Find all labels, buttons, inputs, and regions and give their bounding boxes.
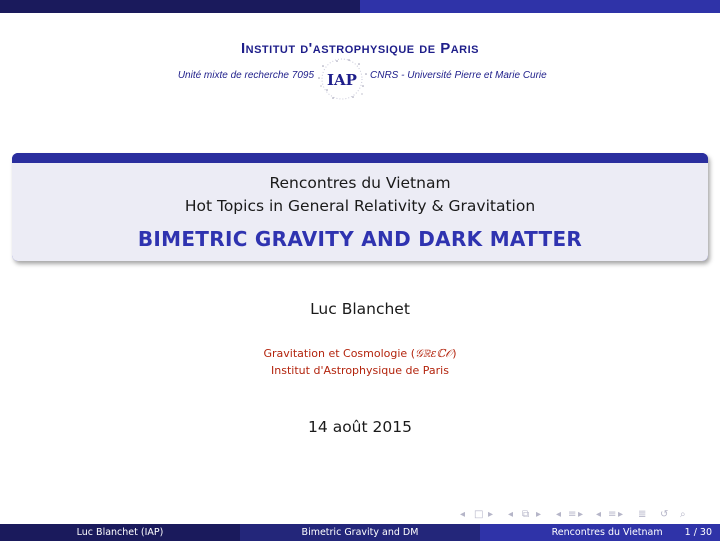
- nav-prev-document-icon[interactable]: ◂: [596, 508, 602, 520]
- nav-prev-section-icon[interactable]: ◂: [556, 508, 562, 520]
- nav-next-document-icon[interactable]: ▸: [618, 508, 624, 520]
- nav-next-section-icon[interactable]: ▸: [578, 508, 584, 520]
- nav-prev-frame-icon[interactable]: ◂: [460, 508, 466, 520]
- footer-right: [480, 524, 720, 541]
- title-block-band: [12, 153, 708, 163]
- nav-subsection-icon[interactable]: ⧉: [522, 508, 530, 520]
- title-block-body: [12, 163, 708, 261]
- top-bar-right: [360, 0, 720, 13]
- nav-document-icon[interactable]: ≡: [608, 508, 617, 520]
- iap-logo: [313, 56, 371, 102]
- footer: [0, 524, 720, 541]
- footer-conference: Rencontres du Vietnam: [551, 527, 663, 538]
- beamer-navigation: [460, 506, 712, 522]
- conference-name: Rencontres du Vietnam: [269, 174, 451, 192]
- affiliation-group-name: 𝒢ℝεℂ𝒪: [415, 347, 453, 360]
- affiliation-institute: Institut d'Astrophysique de Paris: [271, 364, 449, 377]
- footer-author: Luc Blanchet (IAP): [0, 524, 240, 541]
- talk-date: 14 août 2015: [308, 418, 412, 436]
- author-name: Luc Blanchet: [310, 300, 410, 318]
- nav-toc-icon[interactable]: ≣: [638, 508, 647, 520]
- top-bar-left: [0, 0, 360, 13]
- institute-subtitle-left: Unité mixte de recherche 7095: [177, 70, 314, 81]
- nav-back-icon[interactable]: ⌕: [680, 508, 686, 520]
- top-bar: [0, 0, 720, 13]
- title-block: [12, 153, 708, 261]
- footer-page-number: 1 / 30: [684, 527, 712, 538]
- nav-frame-icon[interactable]: □: [474, 508, 484, 520]
- institute-subtitle-right: CNRS - Université Pierre et Marie Curie: [370, 70, 547, 81]
- footer-short-title: Bimetric Gravity and DM: [240, 524, 480, 541]
- affiliation-group: [0, 347, 720, 361]
- institute-name: Institut d'astrophysique de Paris: [240, 40, 480, 57]
- nav-next-frame-icon[interactable]: ▸: [488, 508, 494, 520]
- affiliation-prefix: Gravitation et Cosmologie (: [263, 347, 415, 360]
- affiliation-suffix: ): [452, 347, 457, 360]
- nav-search-icon[interactable]: ↺: [660, 508, 669, 520]
- conference-subtitle: Hot Topics in General Relativity & Gravitation: [184, 197, 536, 215]
- talk-title: BIMETRIC GRAVITY AND DARK MATTER: [137, 227, 583, 251]
- nav-section-icon[interactable]: ≡: [568, 508, 577, 520]
- iap-logo-text: IAP: [327, 71, 357, 89]
- nav-next-subsection-icon[interactable]: ▸: [536, 508, 542, 520]
- nav-prev-subsection-icon[interactable]: ◂: [508, 508, 514, 520]
